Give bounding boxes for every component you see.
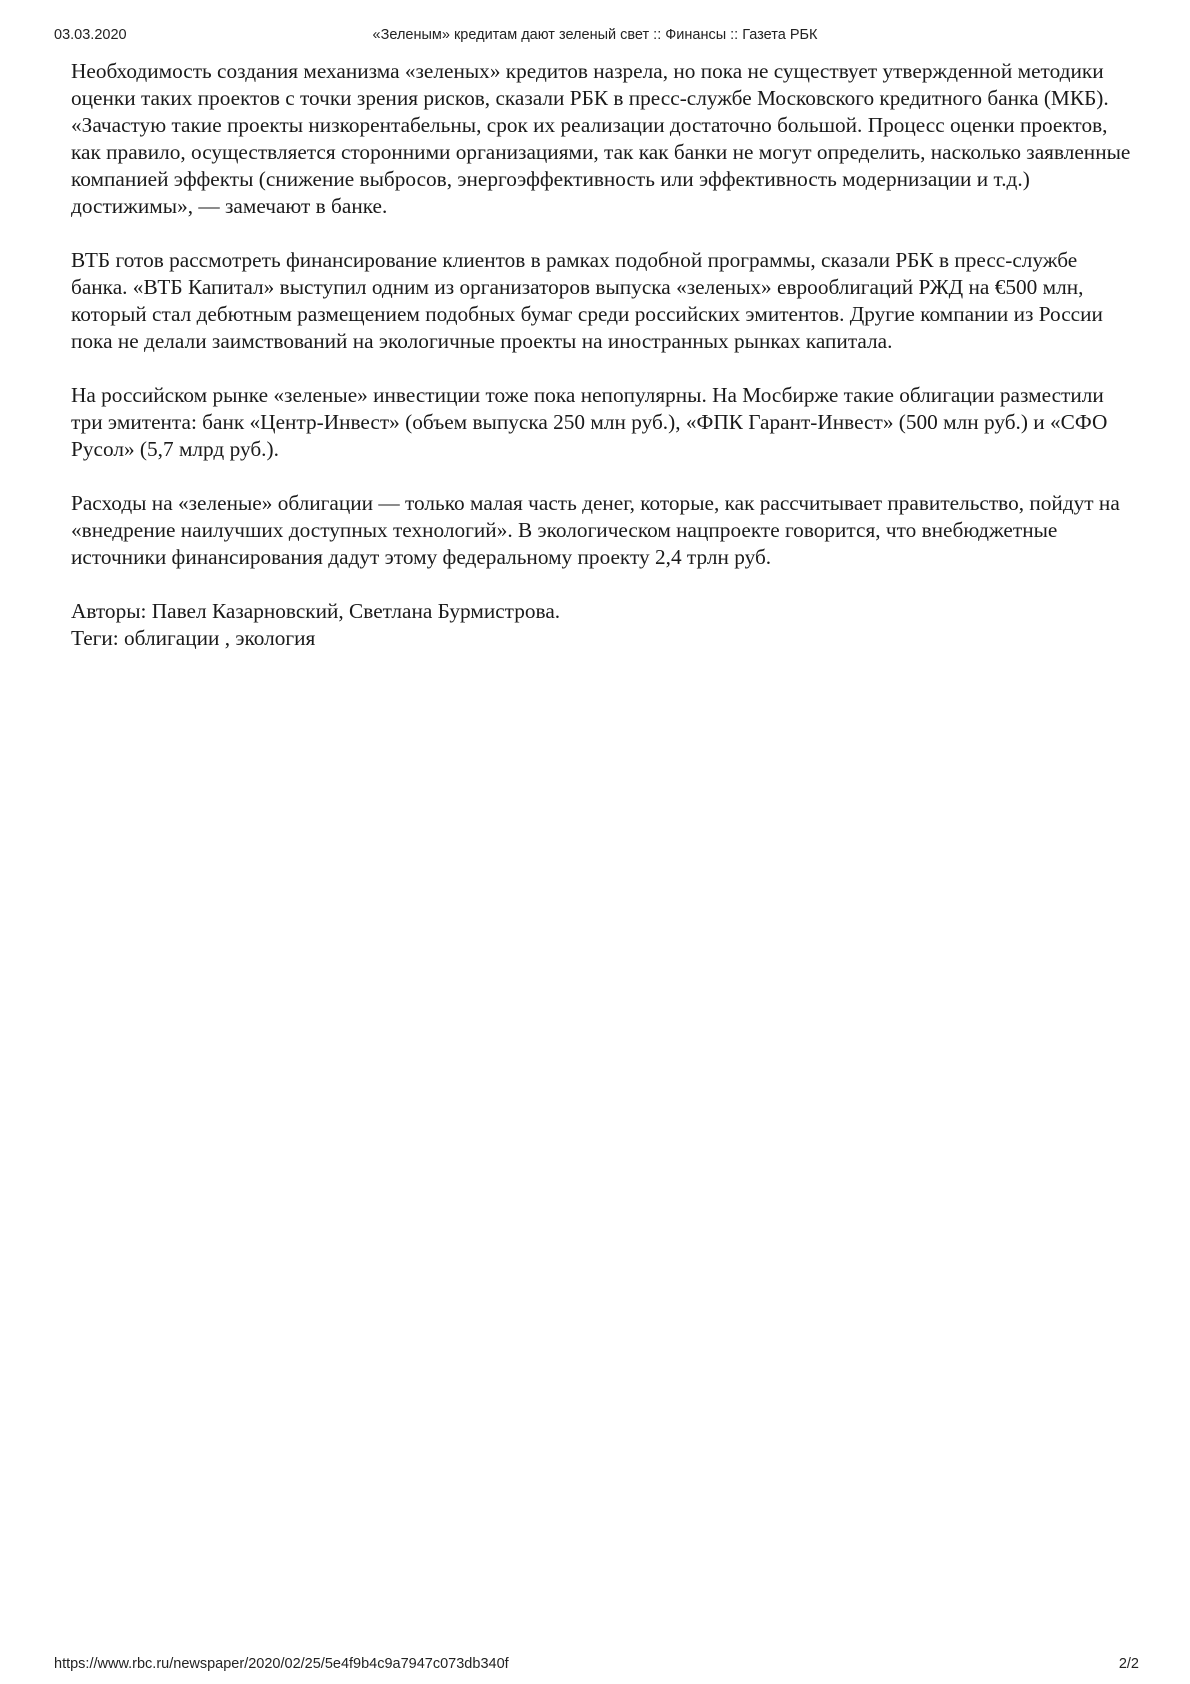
paragraph: На российском рынке «зеленые» инвестиции тоже пока непопулярны. На Мосбирже такие облигации разместили три эмитента: банк «Центр-Инвест» (объем выпуска 250 млн руб.), «ФПК Гарант-Инвест» (500 млн руб.) и «СФО Русол» (5,7 млрд руб.). [71, 383, 1108, 461]
paragraph: Необходимость создания механизма «зеленых» кредитов назрела, но пока не существует утвержденной методики оценки таких проектов с точки зрения рисков, сказали РБК в пресс-службе Московского кредитного банка (МКБ). «Зачастую такие проекты низкорентабельны, срок их реализации достаточно большой. Процесс оценки проектов, как правило, осуществляется сторонними организациями, так как банки не могут определить, насколько заявленные компанией эффекты (снижение выбросов, энергоэффективность или эффективность модернизации и т.д.) достижимы», — замечают в банке. [71, 59, 1131, 218]
authors-line: Авторы: Павел Казарновский, Светлана Бурмистрова. [71, 599, 561, 623]
paragraph: Расходы на «зеленые» облигации — только малая часть денег, которые, как рассчитывает правительство, пойдут на «внедрение наилучших доступных технологий». В экологическом нацпроекте говорится, что внебюджетные источники финансирования дадут этому федеральному проекту 2,4 трлн руб. [71, 491, 1120, 569]
tag-link-ecology[interactable]: экология [235, 626, 316, 650]
print-footer [0, 1656, 1190, 1676]
article-body [71, 58, 1131, 652]
tags-label: Теги: [71, 626, 119, 650]
page-number: 2/2 [1118, 1656, 1139, 1672]
page-url: https://www.rbc.ru/newspaper/2020/02/25/5e4f9b4c9a7947c073db340f [54, 1656, 509, 1672]
paragraph: ВТБ готов рассмотреть финансирование клиентов в рамках подобной программы, сказали РБК в пресс-службе банка. «ВТБ Капитал» выступил одним из организаторов выпуска «зеленых» еврооблигаций РЖД на €500 млн, который стал дебютным размещением подобных бумаг среди российских эмитентов. Другие компании из России пока не делали заимствований на экологичные проекты на иностранных рынках капитала. [71, 248, 1103, 353]
tag-link-bonds[interactable]: облигации [124, 626, 220, 650]
print-header [0, 27, 1190, 47]
print-date: 03.03.2020 [54, 27, 127, 43]
tags-line: Теги: облигации , экология [71, 626, 316, 650]
document-title: «Зеленым» кредитам дают зеленый свет :: Финансы :: Газета РБК [372, 27, 818, 43]
